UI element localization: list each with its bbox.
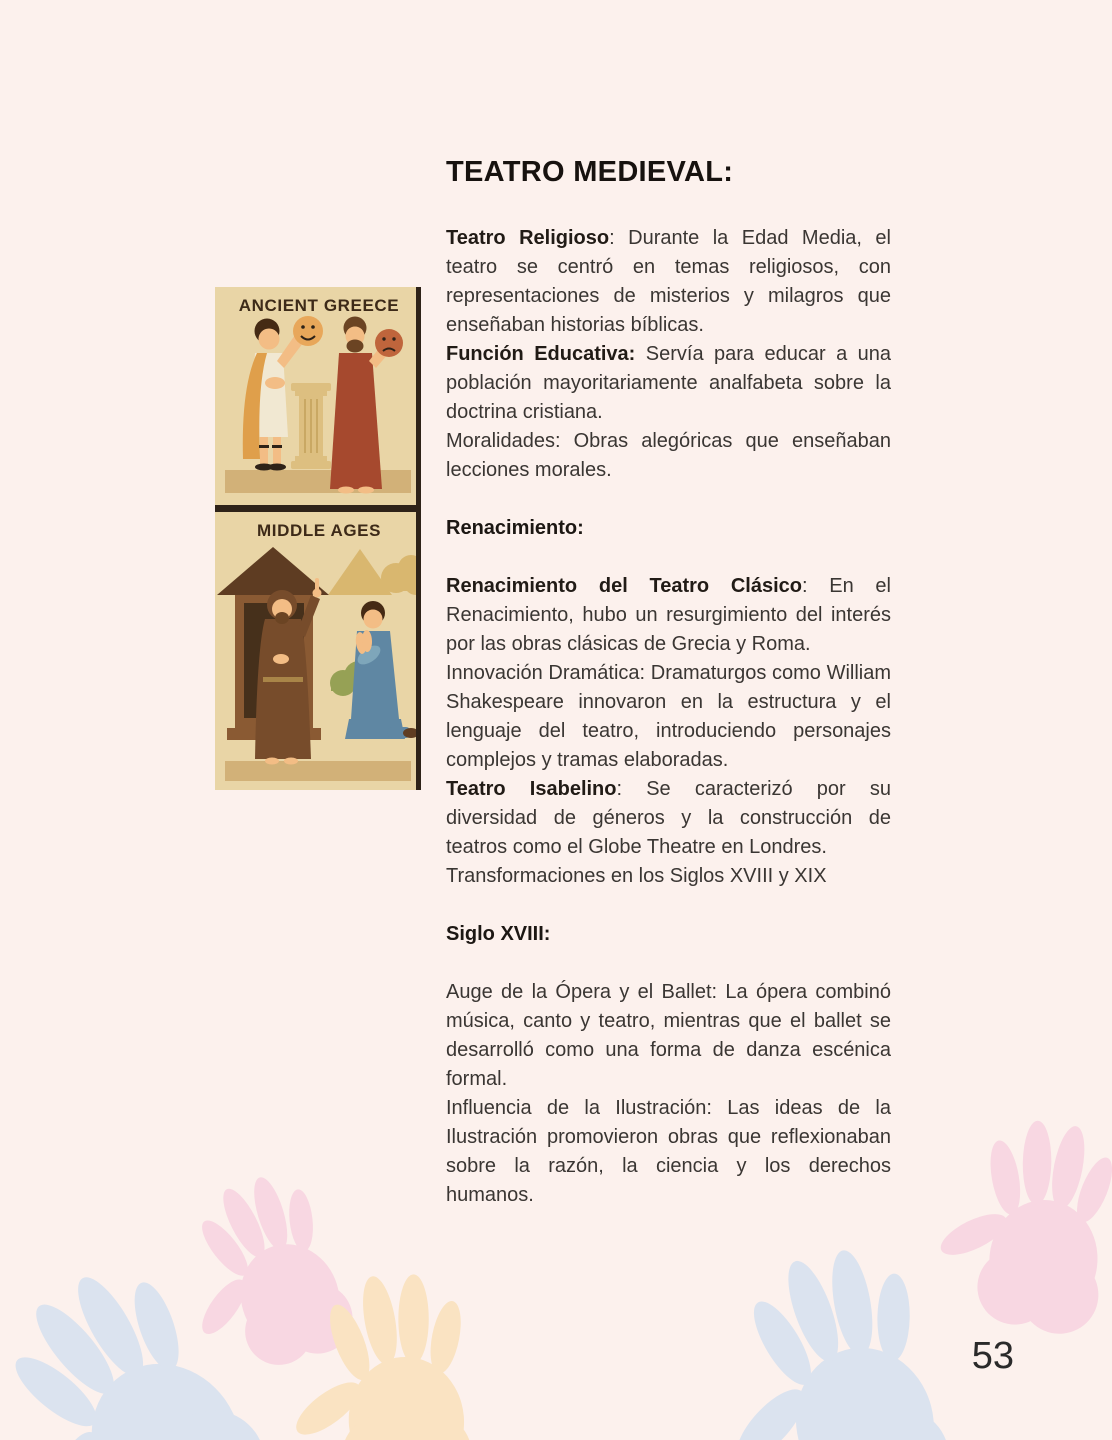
- theater-history-illustration: [215, 287, 421, 790]
- handprint-blue-bottom-right: [685, 1232, 969, 1440]
- paragraph-moralidades: Moralidades: Obras alegóricas que enseñaban lecciones morales.: [446, 430, 891, 481]
- paragraph-renacimiento-teatro-clasico: Renacimiento del Teatro Clásico: En el Renacimiento, hubo un resurgimiento del interés por las obras clásicas de Grecia y Roma.: [446, 575, 891, 655]
- paragraph-innovacion-dramatica: Innovación Dramática: Dramaturgos como William Shakespeare innovaron en la estructura y el lenguaje del teatro, introduciendo personajes complejos y tramas elaboradas.: [446, 662, 891, 771]
- section-heading-renacimiento: Renacimiento:: [446, 517, 584, 539]
- panel-divider: [215, 505, 421, 512]
- handprint-pink-right-edge: [926, 1110, 1112, 1338]
- comedy-mask-icon: [293, 316, 323, 346]
- handprint-pink-mid-left: [151, 1159, 368, 1394]
- panel1-label: ANCIENT GREECE: [238, 296, 400, 315]
- paragraph-auge-opera-ballet: Auge de la Ópera y el Ballet: La ópera combinó música, canto y teatro, mientras que el ballet se desarrolló como una forma de danza escénica formal.: [446, 981, 891, 1090]
- tragedy-mask-icon: [375, 329, 403, 357]
- section-heading-siglo-xviii: Siglo XVIII:: [446, 923, 551, 945]
- page-number: 53: [971, 1335, 1014, 1377]
- page-title: TEATRO MEDIEVAL:: [446, 156, 734, 188]
- paragraph-transformaciones: Transformaciones en los Siglos XVIII y XIX: [446, 865, 827, 887]
- paragraph-influencia-ilustracion: Influencia de la Ilustración: Las ideas de la Ilustración promovieron obras que reflexionaban sobre la razón, la ciencia y los derechos humanos.: [446, 1097, 891, 1206]
- paragraph-teatro-isabelino: Teatro Isabelino: Se caracterizó por su diversidad de géneros y la construcción de teatros como el Globe Theatre en Londres.: [446, 778, 892, 858]
- paragraph-funcion-educativa: Función Educativa: Servía para educar a una población mayoritariamente analfabeta sobre la doctrina cristiana.: [446, 343, 891, 423]
- text-column: [446, 155, 891, 1210]
- panel2-label: MIDDLE AGES: [256, 521, 382, 540]
- paragraph-teatro-religioso: Teatro Religioso: Durante la Edad Media, el teatro se centró en temas religiosos, con representaciones de misterios y milagros que enseñaban historias bíblicas.: [446, 227, 891, 336]
